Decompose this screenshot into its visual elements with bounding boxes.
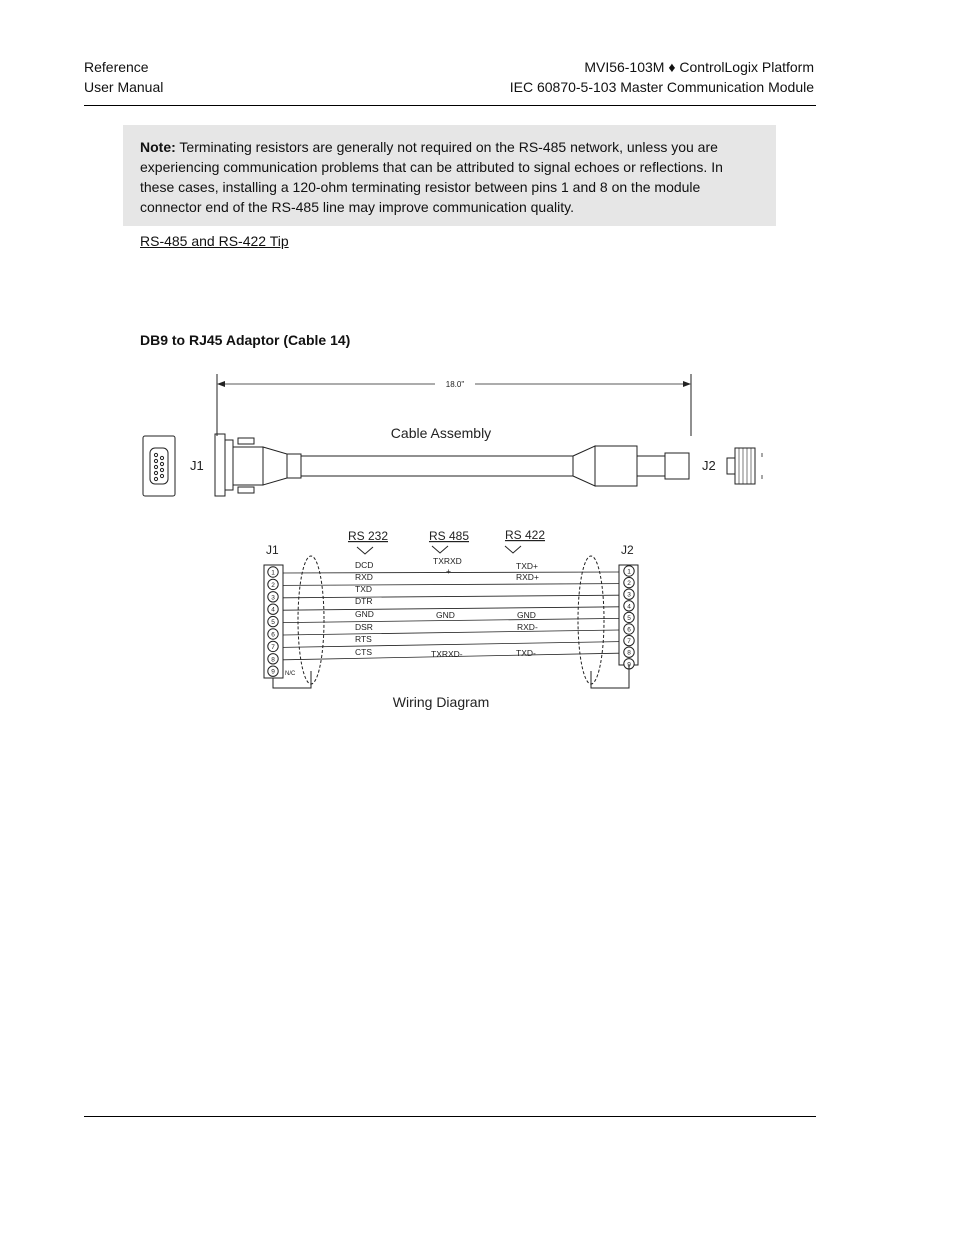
rs232-signal-3: TXD [355, 584, 372, 594]
note-label: Note: [140, 139, 176, 155]
j2-pin-number: 7 [627, 638, 631, 646]
j2-pin-number: 6 [627, 626, 631, 634]
header-rs485: RS 485 [428, 529, 470, 543]
note-paragraph [140, 137, 752, 217]
rs232-signal-8: CTS [355, 647, 372, 657]
wire-line [283, 584, 619, 586]
j2-pin-number: 3 [627, 591, 631, 599]
note-box [123, 125, 776, 226]
footer-rule [84, 1116, 816, 1117]
wiring-diagram [255, 525, 655, 720]
db9-connector [215, 434, 225, 496]
rs232-signal-6: DSR [355, 622, 373, 632]
header-module: IEC 60870-5-103 Master Communication Module [509, 79, 814, 95]
wiring-j1-label: J1 [266, 543, 279, 557]
j2-pin-number: 1 [627, 568, 631, 576]
cable-assembly-drawing [135, 368, 785, 503]
header-left [84, 57, 163, 97]
header-rs232: RS 232 [347, 529, 389, 543]
j1-pin-number: 6 [271, 631, 275, 639]
wiring-j2-label: J2 [621, 543, 634, 557]
j2-pin-number: 9 [627, 661, 631, 669]
header-rs422: RS 422 [504, 528, 546, 542]
note-text: Terminating resistors are generally not required on the RS-485 network, unless you are experiencing communication problems that can be attributed to signal echoes or reflections. In these cases, installing a 120-ohm terminating resistor between pins 1 and 8 on the module connector end of the RS-485 line may improve communication quality. [140, 139, 723, 215]
nc-label: N/C [285, 671, 296, 677]
rs485-gnd-label: GND [436, 610, 455, 620]
rs422-rxd-minus: RXD- [517, 622, 538, 632]
header-rule [84, 105, 816, 106]
rs232-signal-4: DTR [355, 596, 373, 606]
j2-pin-number: 2 [627, 580, 631, 588]
j2-pin-number: 8 [627, 649, 631, 657]
wire-line [283, 630, 619, 635]
j1-pin-number: 5 [271, 619, 275, 627]
rs485-plus-label: + [446, 566, 451, 576]
j1-pin-number: 4 [271, 606, 275, 614]
db9-front-view [143, 436, 175, 496]
rs232-signal-5: GND [355, 609, 374, 619]
j1-pin-number: 3 [271, 594, 275, 602]
j1-pin-number: 2 [271, 581, 275, 589]
header-section: Reference [84, 59, 149, 75]
j2-shield [578, 556, 604, 684]
rs422-gnd: GND [517, 610, 536, 620]
rs232-signal-2: RXD [355, 572, 373, 582]
j1-label: J1 [190, 458, 204, 473]
rs485-minus-label: TXRXD- [431, 649, 463, 659]
j2-pin-number: 4 [627, 603, 631, 611]
header-product: MVI56-103M ♦ ControlLogix Platform [584, 59, 814, 75]
j1-pin-number: 1 [271, 569, 275, 577]
tip-link[interactable]: RS-485 and RS-422 Tip [140, 233, 289, 249]
section-title: DB9 to RJ45 Adaptor (Cable 14) [140, 332, 351, 348]
rs422-txd-plus: TXD+ [516, 561, 538, 571]
wire-line [283, 595, 619, 598]
j1-pin-number: 8 [271, 656, 275, 664]
rs422-rxd-plus: RXD+ [516, 572, 539, 582]
cable-length-label: 18.0" [445, 380, 465, 389]
wire-line [283, 642, 619, 648]
j1-shield [298, 556, 324, 684]
rs232-signal-7: RTS [355, 634, 372, 644]
rj45-connector [595, 446, 637, 486]
j1-pin-number: 7 [271, 643, 275, 651]
j2-label: J2 [702, 458, 716, 473]
wire-line [283, 572, 619, 573]
header-right [510, 57, 814, 97]
j2-pin-number: 5 [627, 614, 631, 622]
wiring-caption: Wiring Diagram [392, 694, 490, 710]
rs422-txd-minus: TXD- [516, 648, 536, 658]
cable-assembly-label: Cable Assembly [390, 425, 492, 441]
rj45-end-view [727, 458, 735, 474]
rs232-signal-1: DCD [355, 560, 374, 570]
j1-pin-number: 9 [271, 668, 275, 676]
header-doc-type: User Manual [84, 79, 164, 95]
rs485-txrxd-label: TXRXD [433, 556, 462, 566]
